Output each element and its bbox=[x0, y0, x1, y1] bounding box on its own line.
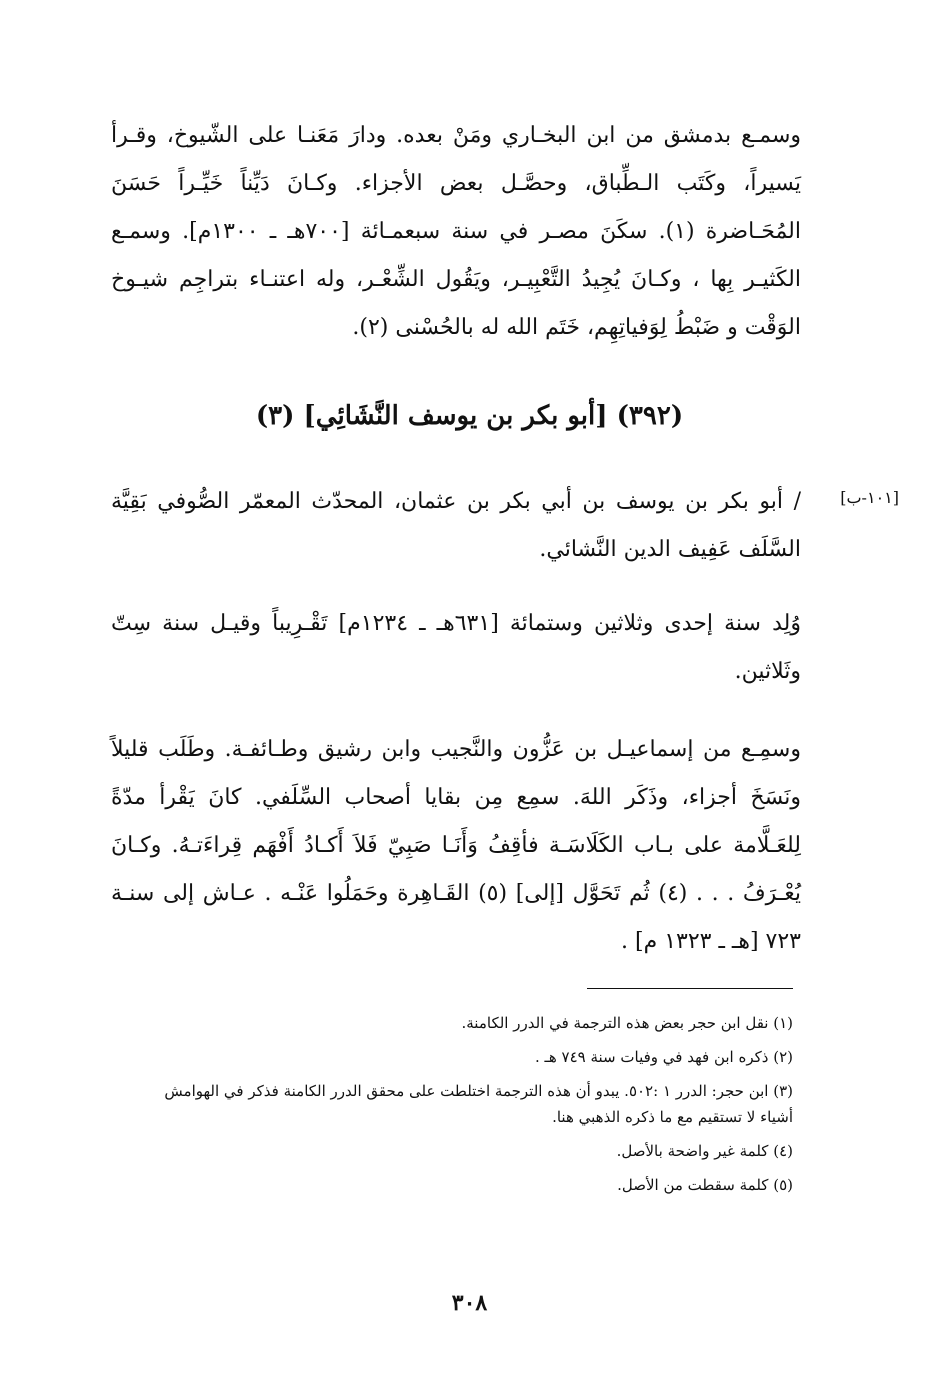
page-number: ٣٠٨ bbox=[451, 1290, 488, 1316]
footnote-divider bbox=[587, 988, 793, 989]
footnote-3: (٣) ابن حجر: الدرر ١ :٥٠٢. يبدو أن هذه الترجمة اختلطت على محقق الدرر الكامنة فذكر في الهوامش أشياء لا تستقيم مع ما ذكره الذهبي هنا. bbox=[164, 1082, 793, 1126]
footnote-5: (٥) كلمة سقطت من الأصل. bbox=[617, 1176, 793, 1194]
manuscript-folio-note: [١٠١-ب] bbox=[840, 488, 899, 507]
paragraph-birth: وُلِد سنة إحدى وثلاثين وستمائة [٦٣١هـ ـ ١٢٣٤م] تَقْـرِيباً وقيـل سنة سِتّ وثَلاثين. bbox=[111, 611, 801, 684]
footnote-4: (٤) كلمة غير واضحة بالأصل. bbox=[616, 1142, 793, 1160]
paragraph-entry-name: / أبو بكر بن يوسف بن أبي بكر بن عثمان، المحدّث المعمّر الصُّوفي بَقِيَّة السَّلَف عَفِيف الدين النَّشائي. bbox=[111, 489, 801, 562]
paragraph-biography-continued: وسمـع بدمشق من ابن البخـاري ومَنْ بعده. ودارَ مَعَنـا على الشّيوخ، وقـرأ يَسيراً، وكَتَب الـطِّباق، وحصَّـل بعض الأجزاء. وكـانَ دَيِّناً خَيِّـراً حَسَنَ المُحَـاضرة (١). سكَنَ مصـر في سنة سبعمـائة [٧٠٠هـ ـ ١٣٠٠م]. وسمـع الكَثيـر بِها ، وكـانَ يُجِيدُ التَّعْبِيـر، ويَقُول الشِّعْـر، وله اعتنـاء بتراجِم شيـوخ الوَقْت و ضَبْطُ لِوَفياتِهِم، خَتَم الله له بالحُسْنى (٢). bbox=[111, 123, 801, 340]
footnote-2: (٢) ذكره ابن فهد في وفيات سنة ٧٤٩ هـ . bbox=[534, 1048, 793, 1066]
footnote-1: (١) نقل ابن حجر بعض هذه الترجمة في الدرر الكامنة. bbox=[461, 1014, 793, 1032]
footnotes bbox=[133, 1010, 793, 1206]
paragraph-studies: وسمِـع من إسماعيـل بن عَزُّون والنَّجيب وابن رشيق وطـائفـة. وطَلَب قليلاً ونَسَخَ أجزاء، وذَكَر اللهَ. سمِع مِن بقايا أصحاب السِّلَفي. كانَ يَقْرأ مدّةً لِلعَـلَّامة على بـاب الكَلَاسَـة فأقِفُ وَأَنَـا صَبِيّ فَلاَ أَكـادُ أَفْهَم قِراءَتـهُ. وكـانَ يُعْـرَفُ . . . (٤) ثُم تَحَوَّل [إلى] (٥) القَـاهِرة وحَمَلُوا عَنْـه . عـاش إلى سنـة ٧٢٣ [هـ ـ ١٣٢٣ م] . bbox=[111, 737, 801, 954]
entry-heading: (٣٩٢) [أبو بكر بن يوسف النَّشَائِي] (٣) bbox=[255, 401, 684, 431]
